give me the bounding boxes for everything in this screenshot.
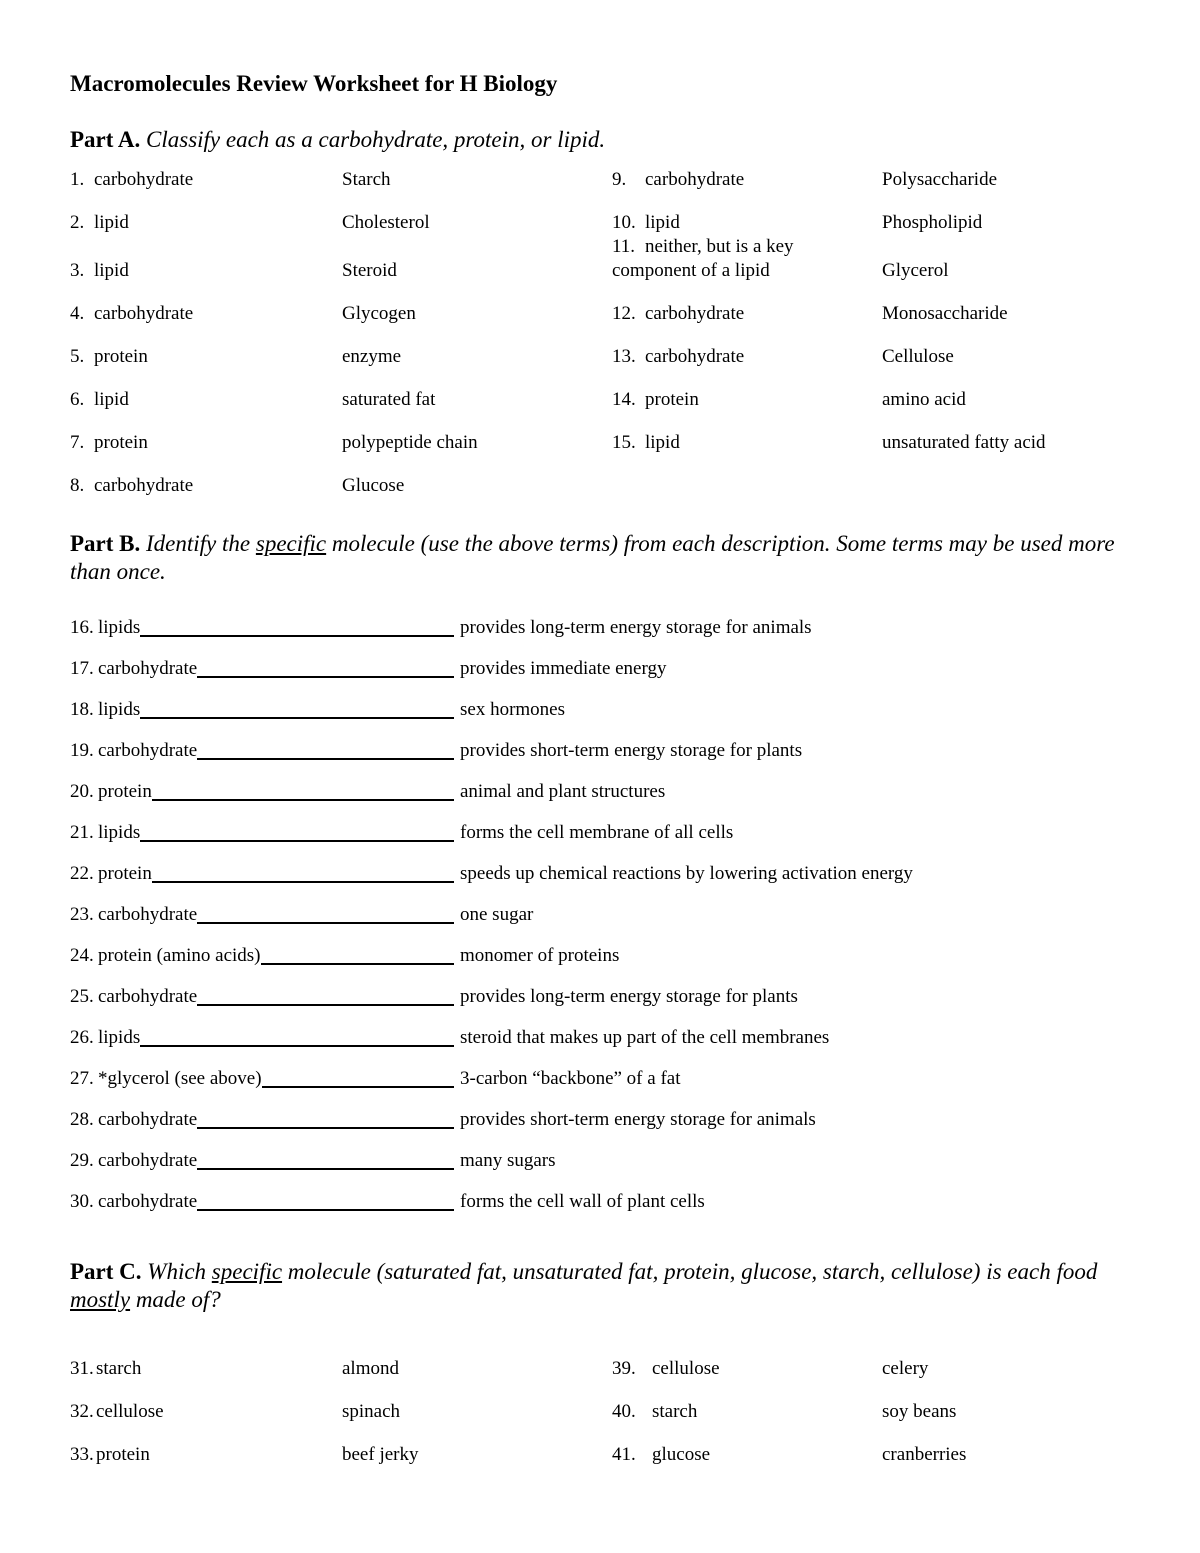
part-c-row	[70, 1400, 1160, 1424]
classification-cell-right	[612, 474, 882, 498]
answer-blank-line	[140, 635, 454, 637]
written-answer: carbohydrate	[98, 1109, 198, 1130]
item-number: 14.	[612, 389, 636, 410]
answer-blank-line	[140, 840, 454, 842]
food-name-right: soy beans	[882, 1401, 957, 1422]
written-answer: lipids	[98, 822, 141, 843]
part-a-row	[70, 474, 1160, 498]
answer-with-blank	[70, 780, 460, 804]
part-b-section	[70, 530, 1160, 1214]
written-answer: carbohydrate	[98, 986, 198, 1007]
item-number: 39.	[612, 1358, 636, 1379]
answer-blank-line	[197, 1168, 454, 1170]
instruction-text: molecule (use the above terms) from each description. Some terms may be used more than once.	[70, 531, 1115, 584]
item-number: 31.	[70, 1358, 94, 1379]
item-number: 3.	[70, 260, 85, 281]
item-description: forms the cell wall of plant cells	[460, 1191, 705, 1212]
part-b-item	[70, 821, 1160, 845]
answer-with-blank	[70, 1190, 460, 1214]
part-a-row	[70, 168, 1160, 192]
food-name-left: spinach	[342, 1401, 401, 1422]
classification-cell-left	[70, 211, 342, 235]
term-cell-right: unsaturated fatty acid	[882, 432, 1046, 453]
answer-with-blank	[70, 944, 460, 968]
item-number: 22.	[70, 863, 94, 884]
item-number: 41.	[612, 1444, 636, 1465]
item-description: steroid that makes up part of the cell membranes	[460, 1027, 830, 1048]
classification-answer: carbohydrate	[645, 303, 745, 324]
written-answer: glucose	[652, 1444, 711, 1465]
part-a-heading	[70, 126, 1160, 154]
food-answer-cell-left	[70, 1400, 342, 1424]
part-b-item	[70, 1108, 1160, 1132]
term-cell-right: Monosaccharide	[882, 303, 1008, 324]
item-number: 12.	[612, 303, 636, 324]
item-number: 9.	[612, 169, 627, 190]
item-number: 8.	[70, 475, 85, 496]
part-a-instructions: Classify each as a carbohydrate, protein, or lipid.	[146, 127, 606, 152]
part-b-item	[70, 1067, 1160, 1091]
food-name-left: beef jerky	[342, 1444, 419, 1465]
written-answer: cellulose	[96, 1401, 164, 1422]
instruction-text: Which	[147, 1259, 212, 1284]
answer-with-blank	[70, 821, 460, 845]
answer-with-blank	[70, 1108, 460, 1132]
term-cell-left: polypeptide chain	[342, 432, 478, 453]
item-number: 1.	[70, 169, 85, 190]
answer-with-blank	[70, 657, 460, 681]
part-b-label: Part B.	[70, 531, 141, 556]
classification-answer: protein	[94, 432, 148, 453]
part-c-row	[70, 1443, 1160, 1467]
answer-blank-line	[197, 676, 454, 678]
item-description: monomer of proteins	[460, 945, 620, 966]
term-cell-left: Starch	[342, 169, 391, 190]
answer-with-blank	[70, 1149, 460, 1173]
part-a-row	[70, 302, 1160, 326]
answer-blank-line	[261, 963, 454, 965]
item-number: 10.	[612, 212, 636, 233]
written-answer: lipids	[98, 617, 141, 638]
term-cell-right: Glycerol	[882, 260, 949, 281]
food-answer-cell-right	[612, 1400, 882, 1424]
part-c-heading	[70, 1258, 1160, 1314]
item-number: 30.	[70, 1191, 94, 1212]
term-cell-right: Cellulose	[882, 346, 954, 367]
instruction-text: made of?	[130, 1287, 221, 1312]
answer-blank-line	[197, 1209, 454, 1211]
classification-cell-left	[70, 259, 342, 283]
item-number: 40.	[612, 1401, 636, 1422]
part-b-item	[70, 1149, 1160, 1173]
term-cell-left: Glucose	[342, 475, 405, 496]
classification-answer: protein	[645, 389, 699, 410]
classification-answer: carbohydrate	[645, 169, 745, 190]
item-number: 15.	[612, 432, 636, 453]
classification-answer: carbohydrate	[645, 346, 745, 367]
part-a-rows	[70, 168, 1160, 498]
classification-answer: neither, but is a key component of a lipid	[612, 236, 794, 281]
instruction-text-underlined: specific	[255, 531, 327, 556]
classification-cell-left	[70, 388, 342, 412]
part-a-section	[70, 126, 1160, 498]
item-number: 2.	[70, 212, 85, 233]
written-answer: carbohydrate	[98, 740, 198, 761]
term-cell-left: Steroid	[342, 260, 397, 281]
answer-blank-line	[197, 922, 454, 924]
answer-blank-line	[152, 799, 454, 801]
item-description: provides immediate energy	[460, 658, 667, 679]
written-answer: lipids	[98, 699, 141, 720]
item-description: sex hormones	[460, 699, 566, 720]
part-b-item	[70, 616, 1160, 640]
classification-answer: lipid	[645, 432, 680, 453]
instruction-text-underlined: specific	[211, 1259, 283, 1284]
item-number: 21.	[70, 822, 94, 843]
instruction-text-underlined: mostly	[70, 1287, 131, 1312]
answer-with-blank	[70, 985, 460, 1009]
part-b-item	[70, 780, 1160, 804]
classification-answer: lipid	[645, 212, 680, 233]
item-description: provides short-term energy storage for animals	[460, 1109, 816, 1130]
item-description: provides long-term energy storage for animals	[460, 617, 812, 638]
written-answer: carbohydrate	[98, 658, 198, 679]
item-number: 13.	[612, 346, 636, 367]
item-number: 5.	[70, 346, 85, 367]
classification-answer: lipid	[94, 260, 129, 281]
item-number: 25.	[70, 986, 94, 1007]
item-number: 33.	[70, 1444, 94, 1465]
answer-blank-line	[140, 1045, 454, 1047]
item-number: 23.	[70, 904, 94, 925]
answer-blank-line	[262, 1086, 454, 1088]
page-title: Macromolecules Review Worksheet for H Biology	[70, 71, 558, 96]
written-answer: starch	[96, 1358, 142, 1379]
item-number: 26.	[70, 1027, 94, 1048]
item-number: 29.	[70, 1150, 94, 1171]
term-cell-left: Cholesterol	[342, 212, 430, 233]
answer-blank-line	[140, 717, 454, 719]
written-answer: protein	[98, 863, 152, 884]
answer-with-blank	[70, 1026, 460, 1050]
classification-cell-left	[70, 474, 342, 498]
answer-with-blank	[70, 862, 460, 886]
answer-blank-line	[197, 758, 454, 760]
written-answer: cellulose	[652, 1358, 720, 1379]
item-number: 24.	[70, 945, 94, 966]
part-c-label: Part C.	[70, 1259, 142, 1284]
classification-cell-left	[70, 302, 342, 326]
classification-answer: protein	[94, 346, 148, 367]
part-b-item	[70, 1026, 1160, 1050]
classification-cell-right	[612, 431, 882, 455]
part-c-section	[70, 1258, 1160, 1467]
item-number: 27.	[70, 1068, 94, 1089]
part-b-item	[70, 944, 1160, 968]
food-name-right: celery	[882, 1358, 929, 1379]
classification-answer: carbohydrate	[94, 169, 194, 190]
answer-with-blank	[70, 698, 460, 722]
classification-cell-right	[612, 302, 882, 326]
part-a-row	[70, 211, 1160, 235]
classification-cell-right	[612, 211, 882, 235]
answer-with-blank	[70, 903, 460, 927]
written-answer: starch	[652, 1401, 698, 1422]
item-number: 11.	[612, 236, 636, 257]
food-name-left: almond	[342, 1358, 399, 1379]
part-b-item	[70, 657, 1160, 681]
part-b-item	[70, 1190, 1160, 1214]
written-answer: carbohydrate	[98, 904, 198, 925]
classification-cell-left	[70, 431, 342, 455]
item-description: many sugars	[460, 1150, 556, 1171]
item-number: 32.	[70, 1401, 94, 1422]
food-answer-cell-left	[70, 1357, 342, 1381]
classification-answer: carbohydrate	[94, 475, 194, 496]
part-b-item	[70, 698, 1160, 722]
part-a-row	[70, 345, 1160, 369]
item-number: 7.	[70, 432, 85, 453]
item-description: forms the cell membrane of all cells	[460, 822, 734, 843]
term-cell-left: Glycogen	[342, 303, 416, 324]
part-b-item	[70, 739, 1160, 763]
term-cell-right: amino acid	[882, 389, 966, 410]
item-number: 28.	[70, 1109, 94, 1130]
item-number: 17.	[70, 658, 94, 679]
item-number: 16.	[70, 617, 94, 638]
part-a-label: Part A.	[70, 127, 141, 152]
item-number: 19.	[70, 740, 94, 761]
item-number: 6.	[70, 389, 85, 410]
part-a-row	[70, 388, 1160, 412]
written-answer: carbohydrate	[98, 1150, 198, 1171]
part-b-item	[70, 903, 1160, 927]
classification-answer: carbohydrate	[94, 303, 194, 324]
part-b-heading	[70, 530, 1160, 586]
answer-with-blank	[70, 739, 460, 763]
item-description: one sugar	[460, 904, 534, 925]
answer-with-blank	[70, 1067, 460, 1091]
part-c-rows	[70, 1357, 1160, 1467]
written-answer: *glycerol (see above)	[98, 1068, 262, 1089]
item-number: 18.	[70, 699, 94, 720]
food-answer-cell-right	[612, 1443, 882, 1467]
part-b-items	[70, 616, 1160, 1214]
classification-cell-left	[70, 345, 342, 369]
answer-blank-line	[197, 1004, 454, 1006]
written-answer: carbohydrate	[98, 1191, 198, 1212]
part-a-row	[70, 431, 1160, 455]
classification-answer: lipid	[94, 212, 129, 233]
term-cell-left: enzyme	[342, 346, 402, 367]
part-b-item	[70, 985, 1160, 1009]
classification-answer: lipid	[94, 389, 129, 410]
answer-with-blank	[70, 616, 460, 640]
item-description: animal and plant structures	[460, 781, 666, 802]
written-answer: protein	[98, 781, 152, 802]
item-description: provides long-term energy storage for plants	[460, 986, 798, 1007]
part-a-row	[70, 235, 1160, 283]
term-cell-right: Phospholipid	[882, 212, 983, 233]
instruction-text: Identify the	[146, 531, 256, 556]
classification-cell-right	[612, 168, 882, 192]
part-c-row	[70, 1357, 1160, 1381]
term-cell-left: saturated fat	[342, 389, 436, 410]
term-cell-right: Polysaccharide	[882, 169, 998, 190]
written-answer: protein	[96, 1444, 150, 1465]
answer-blank-line	[152, 881, 454, 883]
part-b-item	[70, 862, 1160, 886]
part-b-instructions	[70, 531, 1115, 584]
classification-cell-right	[612, 235, 882, 283]
classification-cell-left	[70, 168, 342, 192]
classification-cell-right	[612, 388, 882, 412]
instruction-text: molecule (saturated fat, unsaturated fat, protein, glucose, starch, cellulose) is each food	[282, 1259, 1098, 1284]
food-answer-cell-left	[70, 1443, 342, 1467]
item-description: 3-carbon “backbone” of a fat	[460, 1068, 681, 1089]
written-answer: protein (amino acids)	[98, 945, 261, 966]
item-number: 20.	[70, 781, 94, 802]
part-c-instructions	[70, 1259, 1097, 1312]
classification-cell-right	[612, 345, 882, 369]
food-name-right: cranberries	[882, 1444, 967, 1465]
written-answer: lipids	[98, 1027, 141, 1048]
item-description: provides short-term energy storage for plants	[460, 740, 803, 761]
item-number: 4.	[70, 303, 85, 324]
answer-blank-line	[197, 1127, 454, 1129]
item-description: speeds up chemical reactions by lowering activation energy	[460, 863, 913, 884]
food-answer-cell-right	[612, 1357, 882, 1381]
